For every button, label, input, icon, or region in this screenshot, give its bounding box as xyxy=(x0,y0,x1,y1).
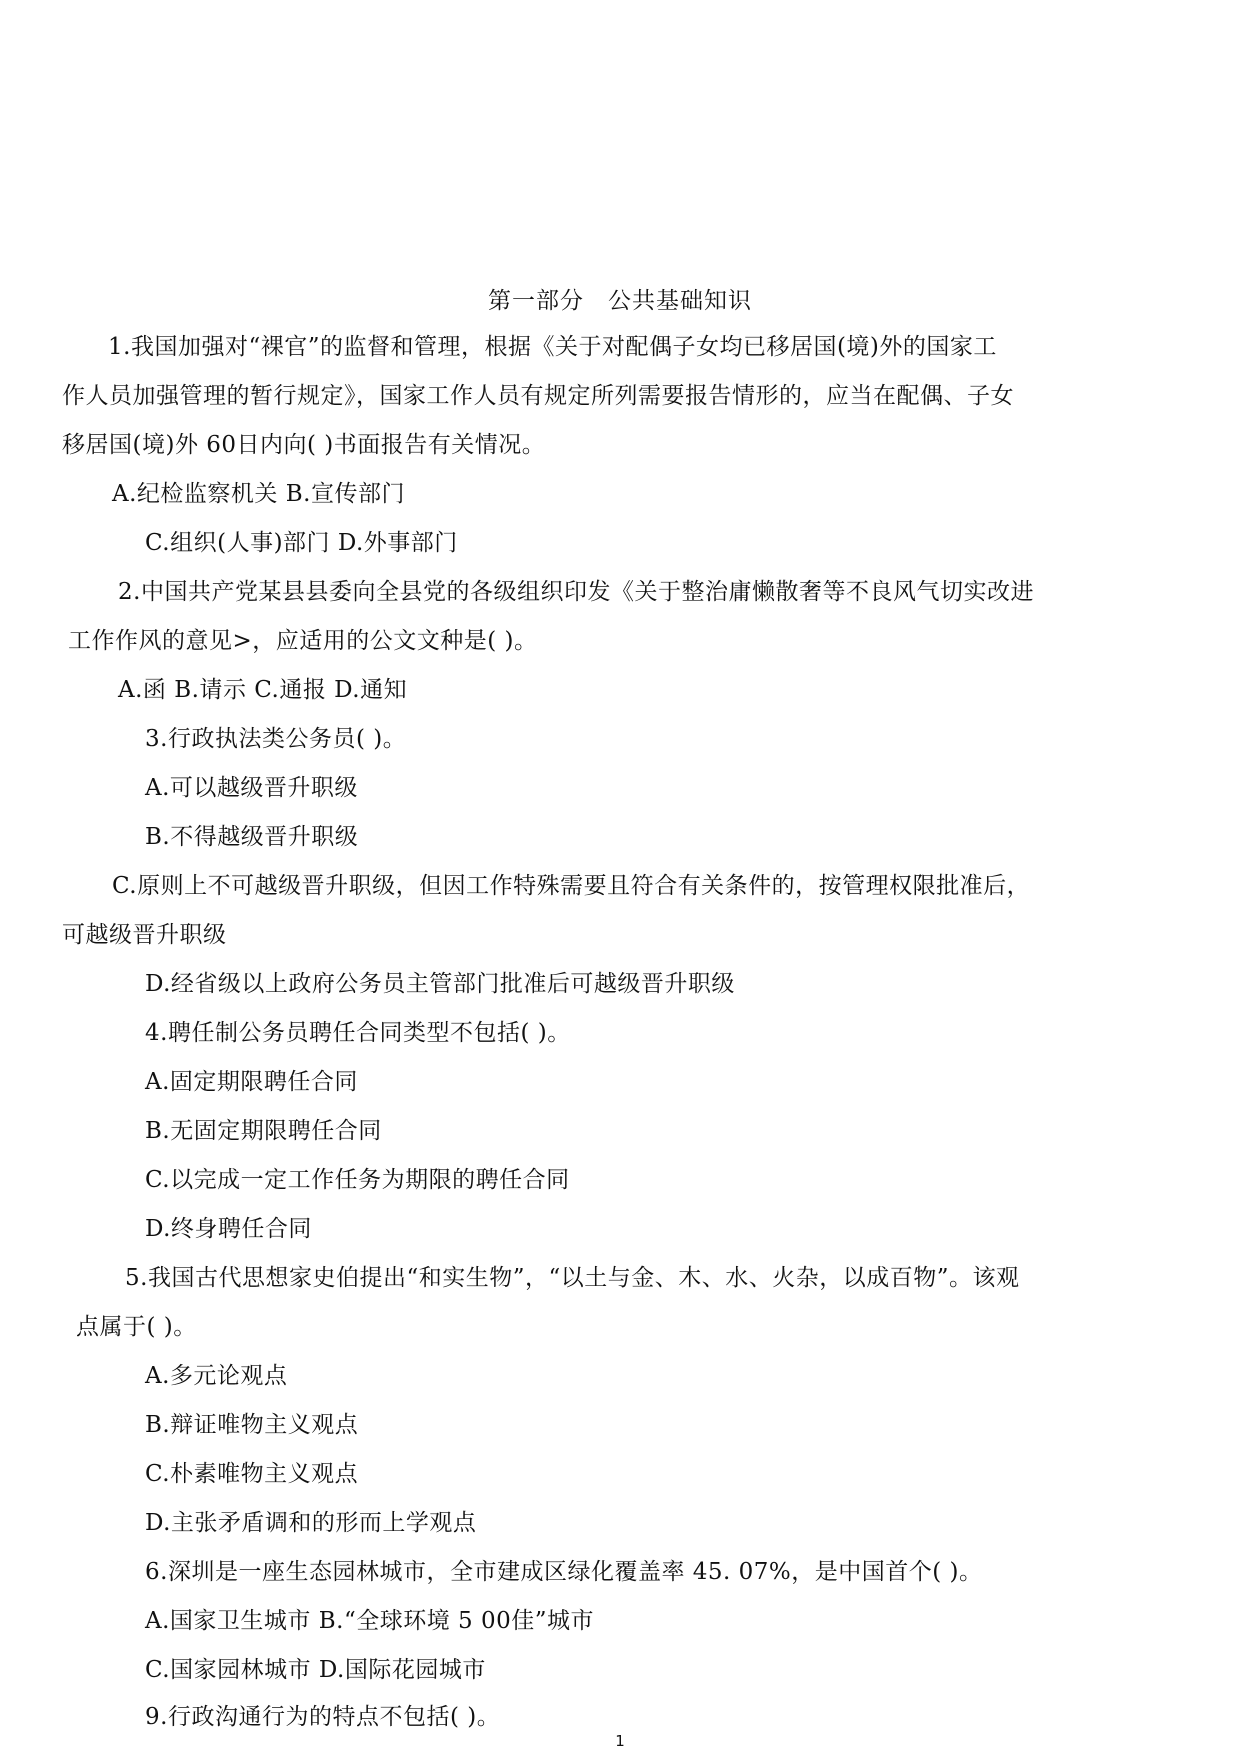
q1-line-3: 移居国(境)外 60日内向( )书面报告有关情况。 xyxy=(62,432,546,458)
q6-stem: 6.深圳是一座生态园林城市，全市建成区绿化覆盖率 45. 07%，是中国首个( )。 xyxy=(145,1559,983,1585)
q5-option-c: C.朴素唯物主义观点 xyxy=(145,1461,359,1487)
q4-option-d: D.终身聘任合同 xyxy=(145,1216,312,1242)
q3-option-c-line-1: C.原则上不可越级晋升职级，但因工作特殊需要且符合有关条件的，按管理权限批准后， xyxy=(112,873,1031,899)
q6-options-ab: A.国家卫生城市 B.“全球环境 5 00佳”城市 xyxy=(145,1608,594,1634)
q5-option-b: B.辩证唯物主义观点 xyxy=(145,1412,359,1438)
q3-option-a: A.可以越级晋升职级 xyxy=(145,775,358,801)
section-title: 第一部分 公共基础知识 xyxy=(488,288,752,314)
q4-option-c: C.以完成一定工作任务为期限的聘任合同 xyxy=(145,1167,570,1193)
q4-option-b: B.无固定期限聘任合同 xyxy=(145,1118,382,1144)
page-number: 1 xyxy=(615,1732,625,1750)
q3-option-b: B.不得越级晋升职级 xyxy=(145,824,359,850)
q3-option-c-line-2: 可越级晋升职级 xyxy=(62,922,227,948)
q5-option-a: A.多元论观点 xyxy=(145,1363,288,1389)
q3-stem: 3.行政执法类公务员( )。 xyxy=(145,726,407,752)
q1-options-cd: C.组织(人事)部门 D.外事部门 xyxy=(145,530,458,556)
q1-line-1: 1.我国加强对“裸官”的监督和管理，根据《关于对配偶子女均已移居国(境)外的国家工 xyxy=(108,334,997,360)
q4-stem: 4.聘任制公务员聘任合同类型不包括( )。 xyxy=(145,1020,571,1046)
q2-options: A.函 B.请示 C.通报 D.通知 xyxy=(118,677,408,703)
q1-line-2: 作人员加强管理的暂行规定》，国家工作人员有规定所列需要报告情形的，应当在配偶、子女 xyxy=(62,383,1014,409)
q6-options-cd: C.国家园林城市 D.国际花园城市 xyxy=(145,1657,486,1683)
q2-line-2: 工作作风的意见>，应适用的公文文种是( )。 xyxy=(68,628,538,654)
q2-line-1: 2.中国共产党某县县委向全县党的各级组织印发《关于整治庸懒散奢等不良风气切实改进 xyxy=(118,579,1034,605)
q4-option-a: A.固定期限聘任合同 xyxy=(145,1069,358,1095)
q5-option-d: D.主张矛盾调和的形而上学观点 xyxy=(145,1510,477,1536)
q5-line-1: 5.我国古代思想家史伯提出“和实生物”，“以土与金、木、水、火杂，以成百物”。该观 xyxy=(125,1265,1020,1291)
q1-options-ab: A.纪检监察机关 B.宣传部门 xyxy=(112,481,405,507)
q5-line-2: 点属于( )。 xyxy=(76,1314,197,1340)
q3-option-d: D.经省级以上政府公务员主管部门批准后可越级晋升职级 xyxy=(145,971,735,997)
q9-stem: 9.行政沟通行为的特点不包括( )。 xyxy=(145,1704,501,1730)
